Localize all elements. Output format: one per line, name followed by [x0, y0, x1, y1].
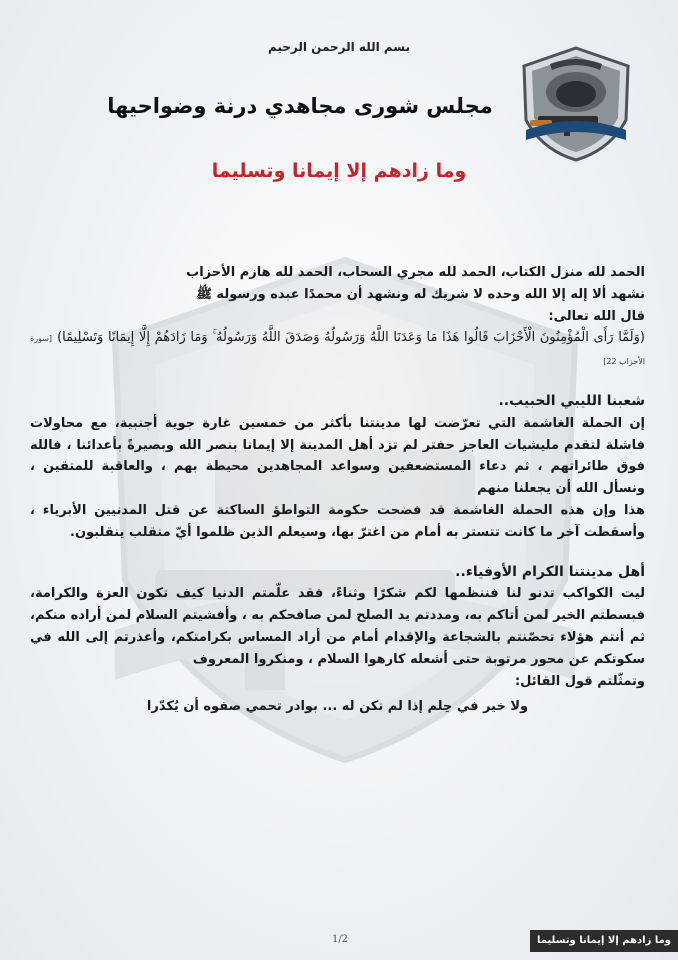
quran-verse-text: (وَلَمَّا رَأَى الْمُؤْمِنُونَ الْأَحْزَابَ قَالُوا هَذَا مَا وَعَدَنَا اللَّهُ وَرَسُولُهُ وَصَدَقَ اللَّهُ وَرَسُولُهُ ۚ وَمَا زَادَهُمْ إِلَّا إِيمَانًا وَتَسْلِيمًا)	[57, 330, 645, 346]
page-number: 1/2	[331, 934, 349, 945]
paragraph-gratitude: ليت الكواكب تدنو لنا فننظمها لكم شكرًا وثناءً، فقد علّمتم الدنيا كيف تكون العزة والكرامة، فبسطتم الخير لمن أتاكم به، ومددتم يد الصلح لمن صافحكم به ، وأفشيتم السلام لمن أراده منكم، ثم أنتم هؤلاء تحصّنتم بالشجاعة والإقدام أمام من أراد المساس بكرامتكم، وأعذرتم إلى الله في سكوتكم عن محور مرتوبة حتى أشعله كارهوا السلام ، ومنكروا المعروف	[30, 586, 645, 667]
paragraph-government: هذا وإن هذه الحملة الغاشمة قد فضحت حكومة التواطؤ الساكتة عن قتل المدنيين الأبرياء ، وأسقطت آخر ما كانت تتستر به أمام من اغترّ بها، وسيعلم الذين ظلموا أيّ منقلب ينقلبون.	[30, 502, 645, 540]
praise-line: الحمد لله منزل الكتاب، الحمد لله مجري السحاب، الحمد لله هازم الأحزاب	[186, 265, 645, 280]
section-heading-libyan-people: شعبنا الليبي الحبيب..	[498, 392, 645, 409]
organization-title: مجلس شورى مجاهدي درنة وضواحيها	[107, 94, 493, 118]
quran-verse-reference: [سورة الأحزاب 22]	[30, 334, 645, 367]
poem-verse: ولا خير في حِلم إذا لم تكن له ... بوادر تحمي صفوه أن يُكدّرا	[146, 699, 529, 715]
testimony-line: نشهد ألا إله إلا الله وحده لا شريك له ونشهد أن محمدًا عبده ورسوله ﷺ	[196, 286, 645, 302]
section-heading-city-people: أهل مدينتنا الكرام الأوفياء..	[455, 563, 645, 580]
quote-intro: وتمثّلتم قول القائل:	[514, 673, 645, 689]
quran-intro: قال الله تعالى:	[548, 308, 645, 324]
paragraph-campaign: إن الحملة الغاشمة التي تعرّضت لها مدينتنا بأكثر من خمسين غارة جوية أجنبية، مع محاولات فاشلة لتقدم مليشيات العاجز حفتر لم تزد أهل المدينة إلا إيمانا بنصر الله وبصيرةً بأعدائنا ، فالله فوق طائراتهم ، ثم دعاء المستضعفين وسواعد المجاهدين محيطة بهم ، والعاقبة للمتقين ، ونسأل الله أن يجعلنا منهم	[30, 415, 645, 497]
quran-verse	[30, 327, 645, 373]
basmala: بسم الله الرحمن الرحيم	[267, 40, 411, 54]
document-subtitle: وما زادهم إلا إيمانا وتسليما	[211, 160, 467, 182]
statement-body	[30, 262, 645, 718]
footer-slogan-tab: وما زادهم إلا إيمانا وتسليما	[530, 930, 678, 952]
